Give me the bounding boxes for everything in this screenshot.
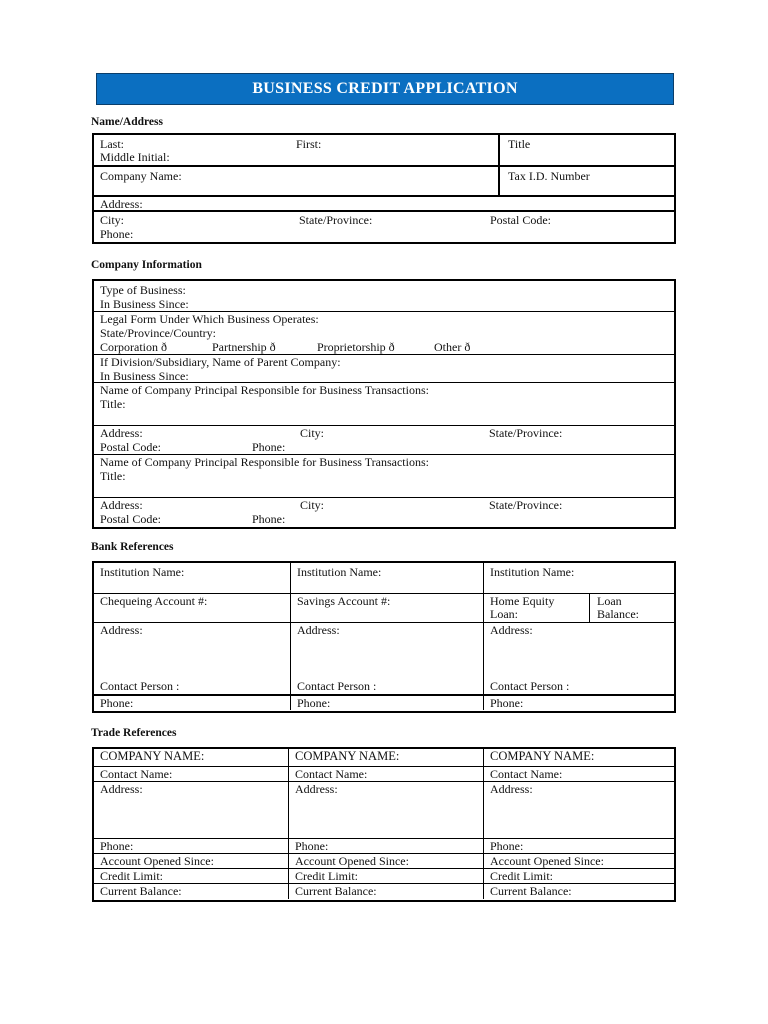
address-label: Address:	[100, 197, 143, 211]
principal-1-title-label: Title:	[100, 397, 126, 411]
principal-2-postal-label: Postal Code:	[100, 512, 162, 526]
trade-2-phone-label: Phone:	[295, 839, 329, 853]
principal-1-state-label: State/Province:	[489, 426, 563, 440]
trade-2-account-opened-label: Account Opened Since:	[295, 854, 409, 868]
in-business-since-2-label: In Business Since:	[100, 369, 189, 383]
section-company-info: Company Information	[91, 259, 202, 271]
principal-1-phone-label: Phone:	[252, 440, 286, 454]
principal-1-address-label: Address:	[100, 426, 143, 440]
principal-2-phone-label: Phone:	[252, 512, 286, 526]
principal-1-city-label: City:	[300, 426, 325, 440]
in-business-since-label: In Business Since:	[100, 297, 189, 311]
trade-1-account-opened-label: Account Opened Since:	[100, 854, 214, 868]
partnership-option[interactable]: Partnership ð	[212, 340, 276, 354]
company-name-label: Company Name:	[100, 169, 182, 183]
trade-2-credit-limit-label: Credit Limit:	[295, 869, 358, 883]
proprietorship-option[interactable]: Proprietorship ð	[317, 340, 395, 354]
bank-1-phone-label: Phone:	[100, 696, 134, 710]
principal-2-title-label: Title:	[100, 469, 126, 483]
bank-refs-table	[92, 561, 676, 713]
state-province-label: State/Province:	[299, 213, 373, 227]
trade-3-phone-label: Phone:	[490, 839, 524, 853]
phone-label: Phone:	[100, 227, 134, 241]
other-option[interactable]: Other ð	[434, 340, 471, 354]
corporation-option[interactable]: Corporation ð	[100, 340, 167, 354]
legal-form-label: Legal Form Under Which Business Operates:	[100, 312, 319, 326]
trade-1-company-name-label: COMPANY NAME:	[100, 749, 205, 763]
bank-3-address-label: Address:	[490, 623, 533, 637]
chequeing-account-label: Chequeing Account #:	[100, 594, 208, 608]
bank-2-address-label: Address:	[297, 623, 340, 637]
bank-2-phone-label: Phone:	[297, 696, 331, 710]
principal-1-label: Name of Company Principal Responsible for Business Transactions:	[100, 383, 429, 397]
trade-1-address-label: Address:	[100, 782, 143, 796]
trade-2-current-balance-label: Current Balance:	[295, 884, 377, 898]
bank-2-contact-label: Contact Person :	[297, 679, 377, 693]
bank-3-phone-label: Phone:	[490, 696, 524, 710]
city-label: City:	[100, 213, 125, 227]
trade-1-current-balance-label: Current Balance:	[100, 884, 182, 898]
form-title: BUSINESS CREDIT APPLICATION	[96, 73, 674, 105]
loan-balance-label: Loan Balance:	[597, 594, 639, 621]
section-bank-refs: Bank References	[91, 541, 174, 553]
bank-3-contact-label: Contact Person :	[490, 679, 570, 693]
trade-3-company-name-label: COMPANY NAME:	[490, 749, 595, 763]
bank-2-institution-label: Institution Name:	[297, 565, 382, 579]
trade-1-phone-label: Phone:	[100, 839, 134, 853]
home-equity-loan-label: Home Equity Loan:	[490, 594, 555, 621]
trade-1-credit-limit-label: Credit Limit:	[100, 869, 163, 883]
bank-1-institution-label: Institution Name:	[100, 565, 185, 579]
principal-2-label: Name of Company Principal Responsible for Business Transactions:	[100, 455, 429, 469]
section-name-address: Name/Address	[91, 116, 163, 128]
first-label: First:	[296, 137, 322, 151]
type-of-business-label: Type of Business:	[100, 283, 186, 297]
last-label: Last:	[100, 137, 124, 151]
trade-refs-table	[92, 747, 676, 902]
trade-2-address-label: Address:	[295, 782, 338, 796]
middle-initial-label: Middle Initial:	[100, 150, 170, 164]
company-info-table	[92, 279, 676, 529]
principal-1-postal-label: Postal Code:	[100, 440, 162, 454]
trade-3-current-balance-label: Current Balance:	[490, 884, 572, 898]
state-province-country-label: State/Province/Country:	[100, 326, 216, 340]
trade-2-company-name-label: COMPANY NAME:	[295, 749, 400, 763]
principal-2-state-label: State/Province:	[489, 498, 563, 512]
savings-account-label: Savings Account #:	[297, 594, 391, 608]
trade-3-address-label: Address:	[490, 782, 533, 796]
trade-2-contact-name-label: Contact Name:	[295, 767, 368, 781]
principal-2-address-label: Address:	[100, 498, 143, 512]
trade-3-credit-limit-label: Credit Limit:	[490, 869, 553, 883]
bank-1-address-label: Address:	[100, 623, 143, 637]
bank-1-contact-label: Contact Person :	[100, 679, 180, 693]
name-address-table	[92, 133, 676, 244]
division-label: If Division/Subsidiary, Name of Parent Company:	[100, 355, 341, 369]
section-trade-refs: Trade References	[91, 727, 177, 739]
trade-1-contact-name-label: Contact Name:	[100, 767, 173, 781]
trade-3-contact-name-label: Contact Name:	[490, 767, 563, 781]
principal-2-city-label: City:	[300, 498, 325, 512]
title-label: Title	[508, 137, 531, 151]
trade-3-account-opened-label: Account Opened Since:	[490, 854, 604, 868]
tax-id-label: Tax I.D. Number	[508, 169, 590, 183]
postal-code-label: Postal Code:	[490, 213, 552, 227]
bank-3-institution-label: Institution Name:	[490, 565, 575, 579]
